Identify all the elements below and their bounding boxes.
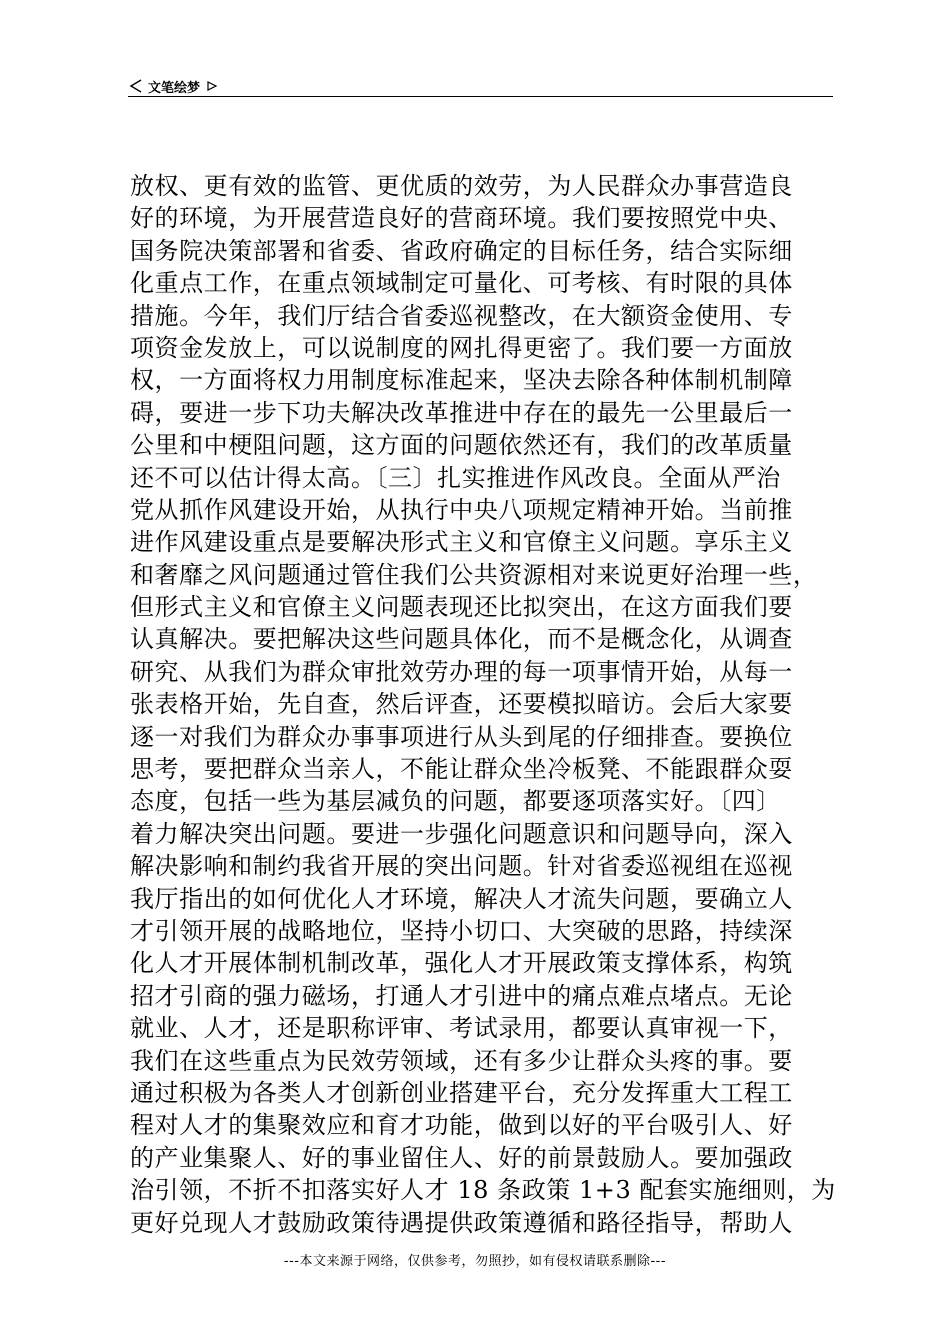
text-line: 的产业集聚人、好的事业留住人、好的前景鼓励人。要加强政 [130, 1143, 793, 1172]
text-line: 态度，包括一些为基层减负的问题，都要逐项落实好。〔四〕 [130, 787, 781, 816]
text-line: 公里和中梗阻问题，这方面的问题依然还有，我们的改革质量 [130, 431, 793, 460]
text-line: 放权、更有效的监管、更优质的效劳，为人民群众办事营造良 [130, 172, 793, 200]
text-line: 研究、从我们为群众审批效劳办理的每一项事情开始，从每一 [130, 657, 793, 686]
text-line: 治引领，不折不扣落实好人才 18 条政策 1+3 配套实施细则，为 [130, 1176, 836, 1205]
text-line: 权，一方面将权力用制度标准起来，坚决去除各种体制机制障 [130, 366, 793, 395]
text-line: 国务院决策部署和省委、省政府确定的目标任务，结合实际细 [130, 236, 793, 265]
text-line: 碍，要进一步下功夫解决改革推进中存在的最先一公里最后一 [130, 398, 793, 427]
document-body [130, 170, 835, 1239]
text-line: 招才引商的强力磁场，打通人才引进中的痛点难点堵点。无论 [130, 981, 793, 1010]
text-line: 认真解决。要把解决这些问题具体化，而不是概念化，从调查 [130, 625, 793, 654]
text-line: 才引领开展的战略地位，坚持小切口、大突破的思路，持续深 [130, 916, 793, 945]
brand-title: 文笔绘梦 [148, 80, 201, 96]
text-line: 和奢靡之风问题通过管住我们公共资源相对来说更好治理一些， [130, 560, 818, 589]
text-line: 通过积极为各类人才创新创业搭建平台，充分发挥重大工程工 [130, 1078, 793, 1107]
text-line: 程对人才的集聚效应和育才功能，做到以好的平台吸引人、好 [130, 1111, 793, 1140]
text-line: 好的环境，为开展营造良好的营商环境。我们要按照党中央、 [130, 204, 793, 233]
left-triangle-icon [128, 78, 144, 94]
text-line: 措施。今年，我们厅结合省委巡视整改，在大额资金使用、专 [130, 301, 793, 330]
text-line: 思考，要把群众当亲人，不能让群众坐冷板凳、不能跟群众耍 [130, 755, 793, 784]
text-line: 还不可以估计得太高。〔三〕扎实推进作风改良。全面从严治 [130, 463, 781, 492]
text-line: 我们在这些重点为民效劳领域，还有多少让群众头疼的事。要 [130, 1046, 793, 1075]
text-line: 着力解决突出问题。要进一步强化问题意识和问题导向，深入 [130, 819, 793, 848]
text-line: 逐一对我们为群众办事事项进行从头到尾的仔细排查。要换位 [130, 722, 793, 751]
text-line: 更好兑现人才鼓励政策待遇提供政策遵循和路径指导，帮助人 [130, 1208, 793, 1237]
text-line: 党从抓作风建设开始，从执行中央八项规定精神开始。当前推 [130, 495, 793, 524]
text-line: 就业、人才，还是职称评审、考试录用，都要认真审视一下， [130, 1014, 793, 1043]
text-line: 我厅指出的如何优化人才环境，解决人才流失问题，要确立人 [130, 884, 793, 913]
text-line: 但形式主义和官僚主义问题表现还比拟突出，在这方面我们要 [130, 593, 793, 622]
text-line: 张表格开始，先自查，然后评查，还要模拟暗访。会后大家要 [130, 690, 793, 719]
page-header [128, 74, 833, 98]
text-line: 项资金发放上，可以说制度的网扎得更密了。我们要一方面放 [130, 333, 793, 362]
text-line: 化人才开展体制机制改革，强化人才开展政策支撑体系，构筑 [130, 949, 793, 978]
footer-disclaimer: ---本文来源于网络，仅供参考，勿照抄，如有侵权请联系删除--- [283, 1254, 667, 1269]
header-divider [128, 96, 833, 97]
right-triangle-icon [206, 80, 218, 92]
text-line: 解决影响和制约我省开展的突出问题。针对省委巡视组在巡视 [130, 852, 793, 881]
text-line: 进作风建设重点是要解决形式主义和官僚主义问题。享乐主义 [130, 528, 793, 557]
text-line: 化重点工作，在重点领域制定可量化、可考核、有时限的具体 [130, 269, 793, 298]
